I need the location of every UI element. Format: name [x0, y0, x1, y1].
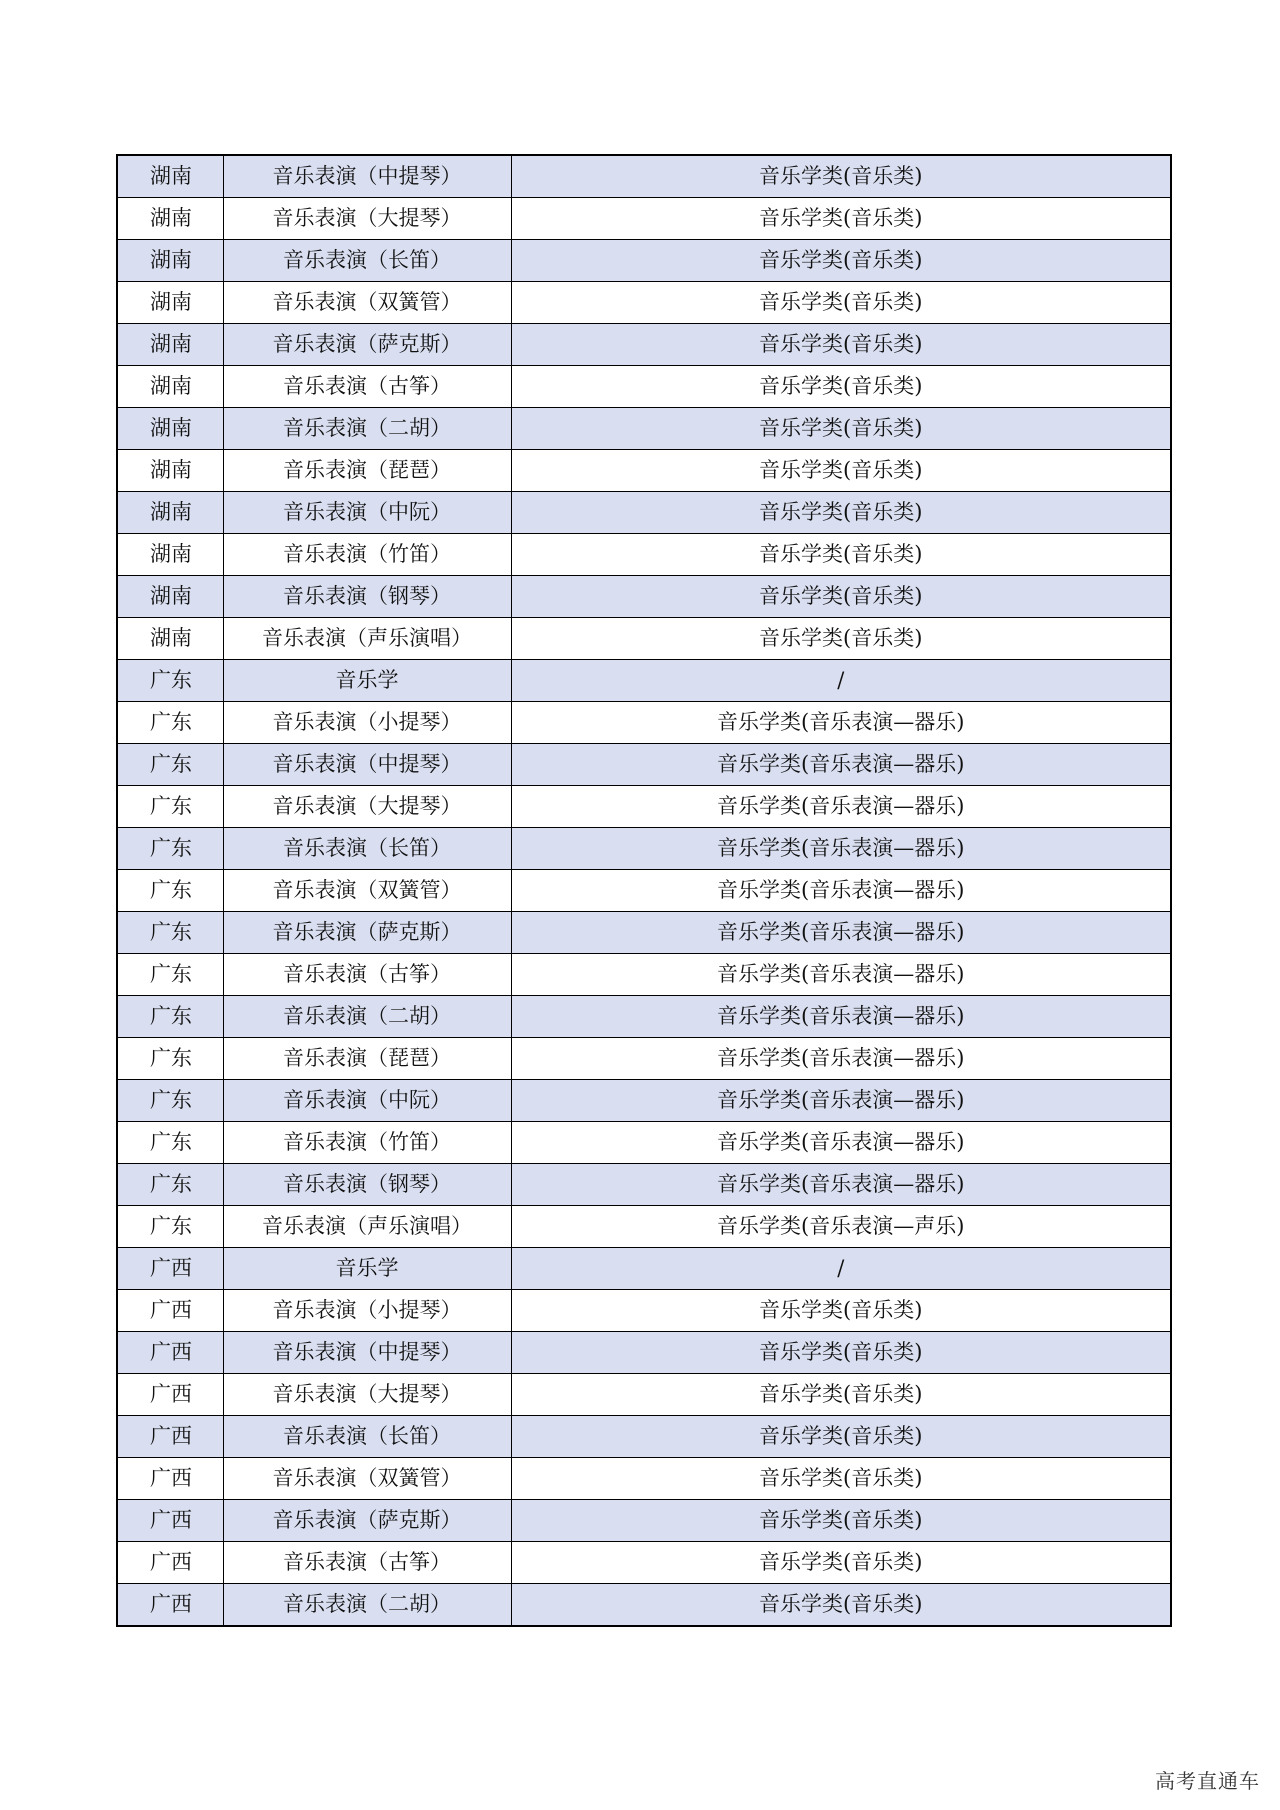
cell-province: 广西 [117, 1458, 223, 1500]
table-row [117, 870, 1171, 912]
cell-category: 音乐学类(音乐类) [511, 198, 1171, 240]
cell-major: 音乐表演（竹笛） [223, 534, 511, 576]
table-row [117, 1290, 1171, 1332]
watermark-text: 高考直通车 [1155, 1769, 1260, 1793]
cell-province: 广西 [117, 1542, 223, 1584]
cell-category: 音乐学类(音乐类) [511, 282, 1171, 324]
cell-province: 湖南 [117, 240, 223, 282]
cell-province: 广西 [117, 1248, 223, 1290]
cell-major: 音乐表演（大提琴） [223, 786, 511, 828]
cell-province: 广东 [117, 912, 223, 954]
cell-province: 湖南 [117, 492, 223, 534]
table-row [117, 282, 1171, 324]
cell-major: 音乐学 [223, 1248, 511, 1290]
cell-category: 音乐学类(音乐表演—器乐) [511, 1080, 1171, 1122]
cell-major: 音乐表演（竹笛） [223, 1122, 511, 1164]
cell-province: 广西 [117, 1374, 223, 1416]
table-row [117, 1164, 1171, 1206]
cell-province: 广西 [117, 1584, 223, 1627]
cell-category: / [511, 1248, 1171, 1290]
cell-category: 音乐学类(音乐表演—器乐) [511, 744, 1171, 786]
cell-province: 广东 [117, 660, 223, 702]
cell-major: 音乐表演（中提琴） [223, 155, 511, 198]
table-row [117, 576, 1171, 618]
cell-category: 音乐学类(音乐表演—器乐) [511, 828, 1171, 870]
cell-major: 音乐表演（萨克斯） [223, 912, 511, 954]
cell-major: 音乐表演（长笛） [223, 1416, 511, 1458]
table-row [117, 408, 1171, 450]
cell-major: 音乐表演（钢琴） [223, 576, 511, 618]
table-row [117, 1542, 1171, 1584]
table-row [117, 534, 1171, 576]
cell-major: 音乐表演（大提琴） [223, 1374, 511, 1416]
cell-category: 音乐学类(音乐类) [511, 1500, 1171, 1542]
table-row [117, 155, 1171, 198]
cell-major: 音乐表演（小提琴） [223, 1290, 511, 1332]
cell-category: 音乐学类(音乐表演—器乐) [511, 996, 1171, 1038]
table-row [117, 1458, 1171, 1500]
cell-major: 音乐表演（古筝） [223, 1542, 511, 1584]
cell-major: 音乐表演（双簧管） [223, 282, 511, 324]
cell-province: 湖南 [117, 450, 223, 492]
cell-category: 音乐学类(音乐表演—器乐) [511, 912, 1171, 954]
table-row [117, 450, 1171, 492]
cell-province: 广东 [117, 702, 223, 744]
cell-province: 湖南 [117, 155, 223, 198]
cell-category: 音乐学类(音乐类) [511, 450, 1171, 492]
table-row [117, 1584, 1171, 1627]
cell-category: 音乐学类(音乐类) [511, 1458, 1171, 1500]
table-row [117, 1416, 1171, 1458]
cell-category: 音乐学类(音乐表演—声乐) [511, 1206, 1171, 1248]
cell-province: 广东 [117, 1206, 223, 1248]
cell-major: 音乐表演（长笛） [223, 828, 511, 870]
cell-category: 音乐学类(音乐类) [511, 534, 1171, 576]
cell-major: 音乐表演（萨克斯） [223, 324, 511, 366]
cell-province: 湖南 [117, 324, 223, 366]
cell-major: 音乐表演（中阮） [223, 1080, 511, 1122]
table-row [117, 1332, 1171, 1374]
table-row [117, 1248, 1171, 1290]
cell-major: 音乐表演（二胡） [223, 408, 511, 450]
cell-category: 音乐学类(音乐类) [511, 1584, 1171, 1627]
cell-major: 音乐表演（双簧管） [223, 1458, 511, 1500]
cell-major: 音乐表演（琵琶） [223, 1038, 511, 1080]
cell-major: 音乐表演（琵琶） [223, 450, 511, 492]
cell-province: 广东 [117, 870, 223, 912]
table-row [117, 1206, 1171, 1248]
table-row [117, 660, 1171, 702]
table-row [117, 324, 1171, 366]
cell-category: 音乐学类(音乐表演—器乐) [511, 1164, 1171, 1206]
cell-category: 音乐学类(音乐类) [511, 240, 1171, 282]
cell-major: 音乐表演（中提琴） [223, 744, 511, 786]
cell-category: 音乐学类(音乐类) [511, 324, 1171, 366]
cell-province: 湖南 [117, 408, 223, 450]
cell-category: 音乐学类(音乐类) [511, 1542, 1171, 1584]
cell-category: 音乐学类(音乐类) [511, 576, 1171, 618]
cell-major: 音乐表演（小提琴） [223, 702, 511, 744]
cell-province: 广西 [117, 1290, 223, 1332]
cell-major: 音乐表演（二胡） [223, 1584, 511, 1627]
table-row [117, 744, 1171, 786]
cell-province: 广西 [117, 1416, 223, 1458]
cell-category: 音乐学类(音乐类) [511, 1290, 1171, 1332]
cell-category: / [511, 660, 1171, 702]
cell-province: 广东 [117, 1164, 223, 1206]
cell-province: 广东 [117, 954, 223, 996]
table-row [117, 366, 1171, 408]
table-body [117, 155, 1171, 1626]
cell-province: 广东 [117, 828, 223, 870]
cell-province: 湖南 [117, 576, 223, 618]
table-row [117, 1122, 1171, 1164]
cell-province: 湖南 [117, 198, 223, 240]
cell-province: 湖南 [117, 618, 223, 660]
table-row [117, 996, 1171, 1038]
cell-province: 湖南 [117, 534, 223, 576]
cell-category: 音乐学类(音乐类) [511, 366, 1171, 408]
cell-major: 音乐表演（双簧管） [223, 870, 511, 912]
cell-major: 音乐表演（二胡） [223, 996, 511, 1038]
cell-category: 音乐学类(音乐类) [511, 1374, 1171, 1416]
cell-category: 音乐学类(音乐类) [511, 1332, 1171, 1374]
cell-category: 音乐学类(音乐表演—器乐) [511, 1038, 1171, 1080]
cell-major: 音乐表演（中阮） [223, 492, 511, 534]
cell-major: 音乐表演（声乐演唱） [223, 1206, 511, 1248]
table-row [117, 1500, 1171, 1542]
cell-category: 音乐学类(音乐表演—器乐) [511, 702, 1171, 744]
table-row [117, 702, 1171, 744]
cell-major: 音乐表演（萨克斯） [223, 1500, 511, 1542]
cell-category: 音乐学类(音乐类) [511, 492, 1171, 534]
cell-category: 音乐学类(音乐类) [511, 155, 1171, 198]
cell-province: 广东 [117, 1080, 223, 1122]
table-row [117, 912, 1171, 954]
table-row [117, 1374, 1171, 1416]
cell-province: 湖南 [117, 366, 223, 408]
cell-major: 音乐表演（钢琴） [223, 1164, 511, 1206]
cell-major: 音乐学 [223, 660, 511, 702]
table-row [117, 198, 1171, 240]
cell-major: 音乐表演（长笛） [223, 240, 511, 282]
cell-category: 音乐学类(音乐类) [511, 1416, 1171, 1458]
table-row [117, 618, 1171, 660]
table-row [117, 1080, 1171, 1122]
cell-category: 音乐学类(音乐类) [511, 618, 1171, 660]
cell-category: 音乐学类(音乐表演—器乐) [511, 870, 1171, 912]
cell-province: 广东 [117, 996, 223, 1038]
cell-province: 湖南 [117, 282, 223, 324]
table-row [117, 240, 1171, 282]
table-row [117, 954, 1171, 996]
cell-province: 广东 [117, 744, 223, 786]
cell-major: 音乐表演（大提琴） [223, 198, 511, 240]
cell-major: 音乐表演（古筝） [223, 954, 511, 996]
cell-province: 广西 [117, 1332, 223, 1374]
table-row [117, 492, 1171, 534]
cell-category: 音乐学类(音乐表演—器乐) [511, 1122, 1171, 1164]
cell-category: 音乐学类(音乐类) [511, 408, 1171, 450]
table-row [117, 1038, 1171, 1080]
cell-province: 广东 [117, 1038, 223, 1080]
cell-province: 广东 [117, 1122, 223, 1164]
cell-major: 音乐表演（中提琴） [223, 1332, 511, 1374]
cell-category: 音乐学类(音乐表演—器乐) [511, 954, 1171, 996]
cell-category: 音乐学类(音乐表演—器乐) [511, 786, 1171, 828]
cell-province: 广东 [117, 786, 223, 828]
cell-major: 音乐表演（声乐演唱） [223, 618, 511, 660]
cell-province: 广西 [117, 1500, 223, 1542]
table-row [117, 828, 1171, 870]
cell-major: 音乐表演（古筝） [223, 366, 511, 408]
table-row [117, 786, 1171, 828]
major-category-table [116, 154, 1172, 1627]
